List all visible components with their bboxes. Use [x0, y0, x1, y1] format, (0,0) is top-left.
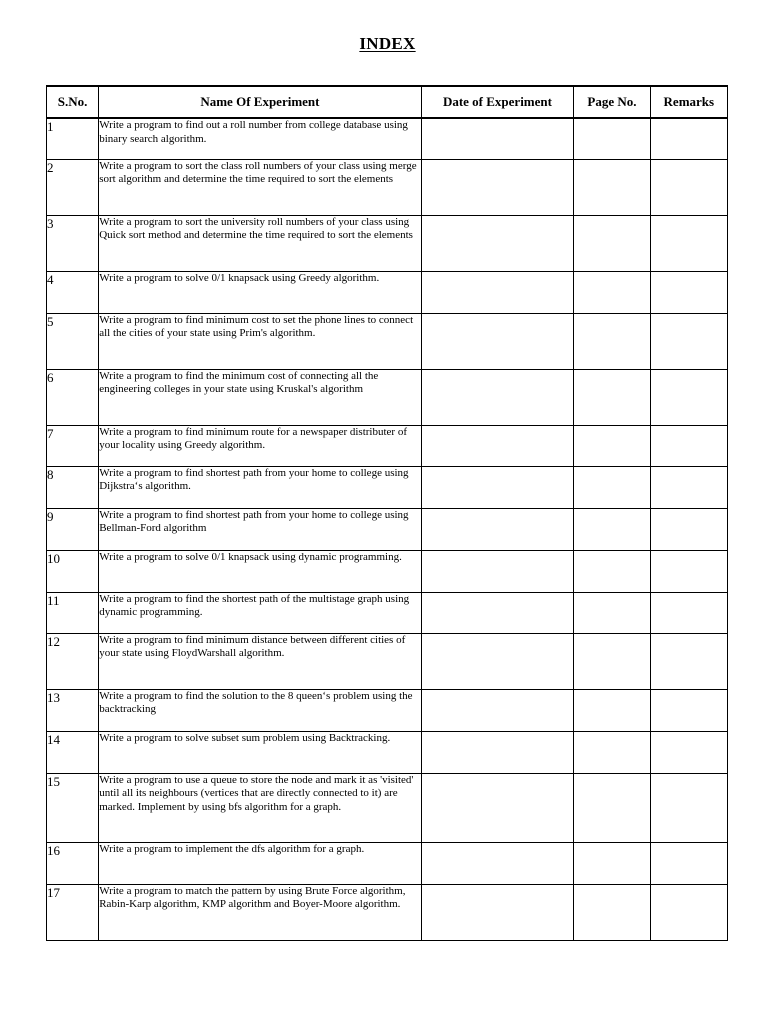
cell-page-no	[574, 773, 650, 842]
cell-page-no	[574, 550, 650, 592]
cell-page-no	[574, 884, 650, 940]
cell-remarks	[650, 466, 727, 508]
cell-sno: 17	[47, 884, 99, 940]
cell-remarks	[650, 884, 727, 940]
cell-experiment-name: Write a program to find the minimum cost of connecting all the engineering colleges in your state using Kruskal's algorithm	[99, 369, 421, 425]
cell-sno: 8	[47, 466, 99, 508]
cell-page-no	[574, 313, 650, 369]
cell-sno: 7	[47, 425, 99, 466]
cell-sno: 10	[47, 550, 99, 592]
cell-page-no	[574, 633, 650, 689]
cell-date	[421, 271, 574, 313]
cell-sno: 3	[47, 215, 99, 271]
cell-sno: 15	[47, 773, 99, 842]
cell-remarks	[650, 271, 727, 313]
cell-page-no	[574, 215, 650, 271]
cell-experiment-name: Write a program to use a queue to store the node and mark it as 'visited' until all its neighbours (vertices that are directly connected to it) are marked. Implement by using bfs algorithm for a graph.	[99, 773, 421, 842]
cell-sno: 16	[47, 842, 99, 884]
cell-remarks	[650, 689, 727, 731]
cell-experiment-name: Write a program to find the shortest path of the multistage graph using dynamic programming.	[99, 592, 421, 633]
cell-experiment-name: Write a program to solve subset sum problem using Backtracking.	[99, 731, 421, 773]
table-body	[47, 118, 728, 940]
page-title: INDEX	[359, 34, 416, 53]
cell-date	[421, 215, 574, 271]
table-row	[47, 215, 728, 271]
cell-experiment-name: Write a program to find out a roll number from college database using binary search algorithm.	[99, 118, 421, 159]
cell-remarks	[650, 842, 727, 884]
cell-date	[421, 773, 574, 842]
table-row	[47, 159, 728, 215]
cell-date	[421, 313, 574, 369]
table-row	[47, 731, 728, 773]
cell-sno: 5	[47, 313, 99, 369]
cell-experiment-name: Write a program to sort the university roll numbers of your class using Quick sort method and determine the time required to sort the elements	[99, 215, 421, 271]
table-row	[47, 633, 728, 689]
header-date-of-experiment: Date of Experiment	[421, 86, 574, 118]
cell-experiment-name: Write a program to implement the dfs algorithm for a graph.	[99, 842, 421, 884]
cell-remarks	[650, 550, 727, 592]
header-remarks: Remarks	[650, 86, 727, 118]
table-row	[47, 118, 728, 159]
cell-remarks	[650, 731, 727, 773]
index-table	[46, 85, 728, 941]
header-name-of-experiment: Name Of Experiment	[99, 86, 421, 118]
cell-experiment-name: Write a program to find minimum distance between different cities of your state using FloydWarshall algorithm.	[99, 633, 421, 689]
cell-remarks	[650, 118, 727, 159]
header-sno: S.No.	[47, 86, 99, 118]
cell-date	[421, 550, 574, 592]
cell-sno: 4	[47, 271, 99, 313]
cell-experiment-name: Write a program to find the solution to the 8 queen‘s problem using the backtracking	[99, 689, 421, 731]
cell-page-no	[574, 118, 650, 159]
cell-experiment-name: Write a program to find shortest path from your home to college using Dijkstra‘s algorithm.	[99, 466, 421, 508]
table-row	[47, 592, 728, 633]
cell-remarks	[650, 592, 727, 633]
cell-date	[421, 592, 574, 633]
cell-page-no	[574, 159, 650, 215]
cell-page-no	[574, 271, 650, 313]
cell-remarks	[650, 425, 727, 466]
cell-date	[421, 159, 574, 215]
cell-page-no	[574, 466, 650, 508]
cell-sno: 9	[47, 508, 99, 550]
cell-page-no	[574, 369, 650, 425]
cell-date	[421, 508, 574, 550]
table-row	[47, 773, 728, 842]
table-row	[47, 369, 728, 425]
cell-sno: 6	[47, 369, 99, 425]
cell-remarks	[650, 215, 727, 271]
table-row	[47, 271, 728, 313]
cell-page-no	[574, 689, 650, 731]
cell-remarks	[650, 508, 727, 550]
cell-experiment-name: Write a program to solve 0/1 knapsack using Greedy algorithm.	[99, 271, 421, 313]
table-row	[47, 425, 728, 466]
cell-experiment-name: Write a program to find shortest path from your home to college using Bellman-Ford algorithm	[99, 508, 421, 550]
table-row	[47, 689, 728, 731]
cell-page-no	[574, 731, 650, 773]
cell-experiment-name: Write a program to find minimum cost to set the phone lines to connect all the cities of your state using Prim's algorithm.	[99, 313, 421, 369]
cell-date	[421, 884, 574, 940]
cell-remarks	[650, 369, 727, 425]
cell-remarks	[650, 633, 727, 689]
cell-sno: 13	[47, 689, 99, 731]
table-row	[47, 842, 728, 884]
cell-date	[421, 842, 574, 884]
cell-experiment-name: Write a program to sort the class roll numbers of your class using merge sort algorithm and determine the time required to sort the elements	[99, 159, 421, 215]
cell-sno: 11	[47, 592, 99, 633]
cell-remarks	[650, 773, 727, 842]
cell-remarks	[650, 313, 727, 369]
header-page-no: Page No.	[574, 86, 650, 118]
cell-page-no	[574, 592, 650, 633]
cell-experiment-name: Write a program to solve 0/1 knapsack using dynamic programming.	[99, 550, 421, 592]
cell-date	[421, 466, 574, 508]
cell-sno: 14	[47, 731, 99, 773]
table-row	[47, 550, 728, 592]
table-row	[47, 884, 728, 940]
cell-sno: 2	[47, 159, 99, 215]
cell-sno: 1	[47, 118, 99, 159]
cell-page-no	[574, 425, 650, 466]
cell-date	[421, 369, 574, 425]
cell-date	[421, 118, 574, 159]
table-header-row	[47, 86, 728, 118]
cell-page-no	[574, 508, 650, 550]
cell-experiment-name: Write a program to match the pattern by using Brute Force algorithm, Rabin-Karp algorithm, KMP algorithm and Boyer-Moore algorithm.	[99, 884, 421, 940]
table-row	[47, 466, 728, 508]
cell-date	[421, 425, 574, 466]
cell-page-no	[574, 842, 650, 884]
cell-date	[421, 689, 574, 731]
table-row	[47, 508, 728, 550]
cell-date	[421, 731, 574, 773]
cell-date	[421, 633, 574, 689]
table-row	[47, 313, 728, 369]
cell-sno: 12	[47, 633, 99, 689]
cell-experiment-name: Write a program to find minimum route for a newspaper distributer of your locality using Greedy algorithm.	[99, 425, 421, 466]
cell-remarks	[650, 159, 727, 215]
